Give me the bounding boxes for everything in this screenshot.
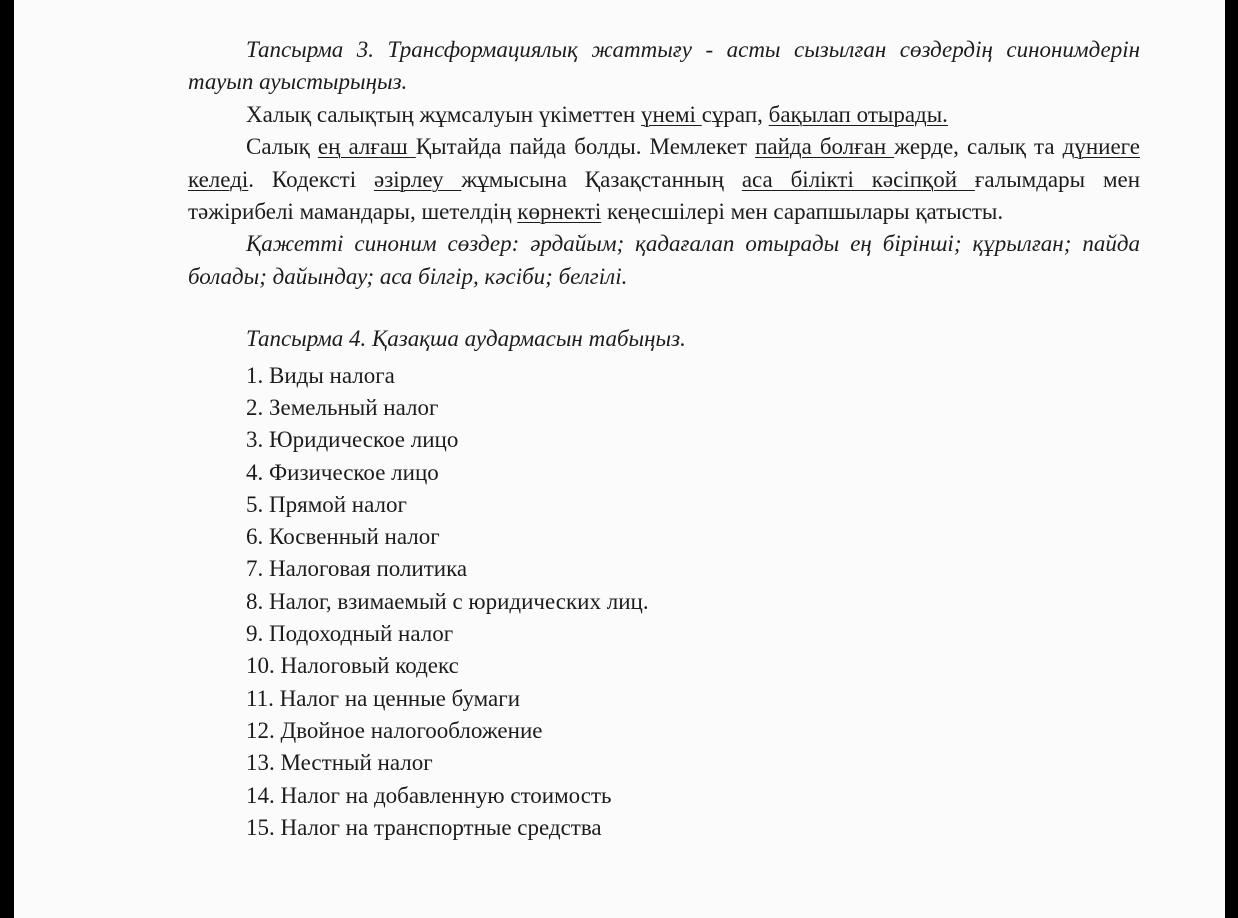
list-item: 8. Налог, взимаемый с юридических лиц. [246,588,649,614]
text-run: жерде, салық та [894,134,1063,160]
document-body [188,34,1140,844]
list-item: 7. Налоговая политика [246,556,468,582]
document-page [14,0,1225,918]
text-run: Халық салықтың жұмсалуын үкіметтен [246,101,641,127]
underlined-word: ең алғаш [317,134,416,160]
list-item: 13. Местный налог [246,750,433,776]
underlined-word: бақылап отырады. [768,101,948,127]
spacer [188,293,1140,323]
task3-paragraph-1 [188,99,1140,131]
underlined-word: үнемі [640,101,702,127]
text-run: кеңесшілері мен сарапшылары қатысты. [601,199,1004,225]
text-run: . Кодексті [248,166,374,192]
synonym-list: Қажетті синоним сөздер: әрдайым; қадағалап отырады ең бірінші; құрылған; пайда болады; дайындау; аса білгір, кәсіби; белгілі. [188,231,1140,289]
task3-paragraph-2 [188,131,1140,228]
underlined-word: аса білікті кәсіпқой [741,166,975,192]
list-item: 15. Налог на транспортные средства [246,814,602,840]
list-item: 6. Косвенный налог [246,524,440,550]
text-run: ғалымдары мен тәжірибелі мамандары, шетелдің [188,166,1141,225]
text-run: Салық [246,134,318,160]
task4-title: Тапсырма 4. Қазақша аудармасын табыңыз. [246,326,686,352]
underlined-word: дүниеге келеді [188,134,1140,192]
underlined-word: пайда болған [755,134,895,160]
list-item: 2. Земельный налог [246,394,439,420]
list-item: 9. Подоходный налог [246,621,454,647]
translation-list [188,360,1140,844]
list-item: 1. Виды налога [246,362,395,388]
list-item: 4. Физическое лицо [246,459,439,485]
list-item: 10. Налоговый кодекс [246,653,459,679]
list-item: 11. Налог на ценные бумаги [246,685,521,711]
list-item: 12. Двойное налогообложение [246,717,543,743]
underlined-word: әзірлеу [373,166,462,192]
task3-title: Тапсырма 3. Трансформациялық жаттығу - асты сызылған сөздердің синонимдерін тауып ауыстырыңыз. [188,37,1140,95]
text-run: сұрап, [701,101,769,127]
underlined-word: көрнекті [517,199,602,225]
list-item: 3. Юридическое лицо [246,427,459,453]
list-item: 5. Прямой налог [246,491,407,517]
list-item: 14. Налог на добавленную стоимость [246,782,612,808]
text-run: Қытайда пайда болды. Мемлекет [415,134,756,160]
text-run: жұмысына Қазақстанның [461,166,742,192]
